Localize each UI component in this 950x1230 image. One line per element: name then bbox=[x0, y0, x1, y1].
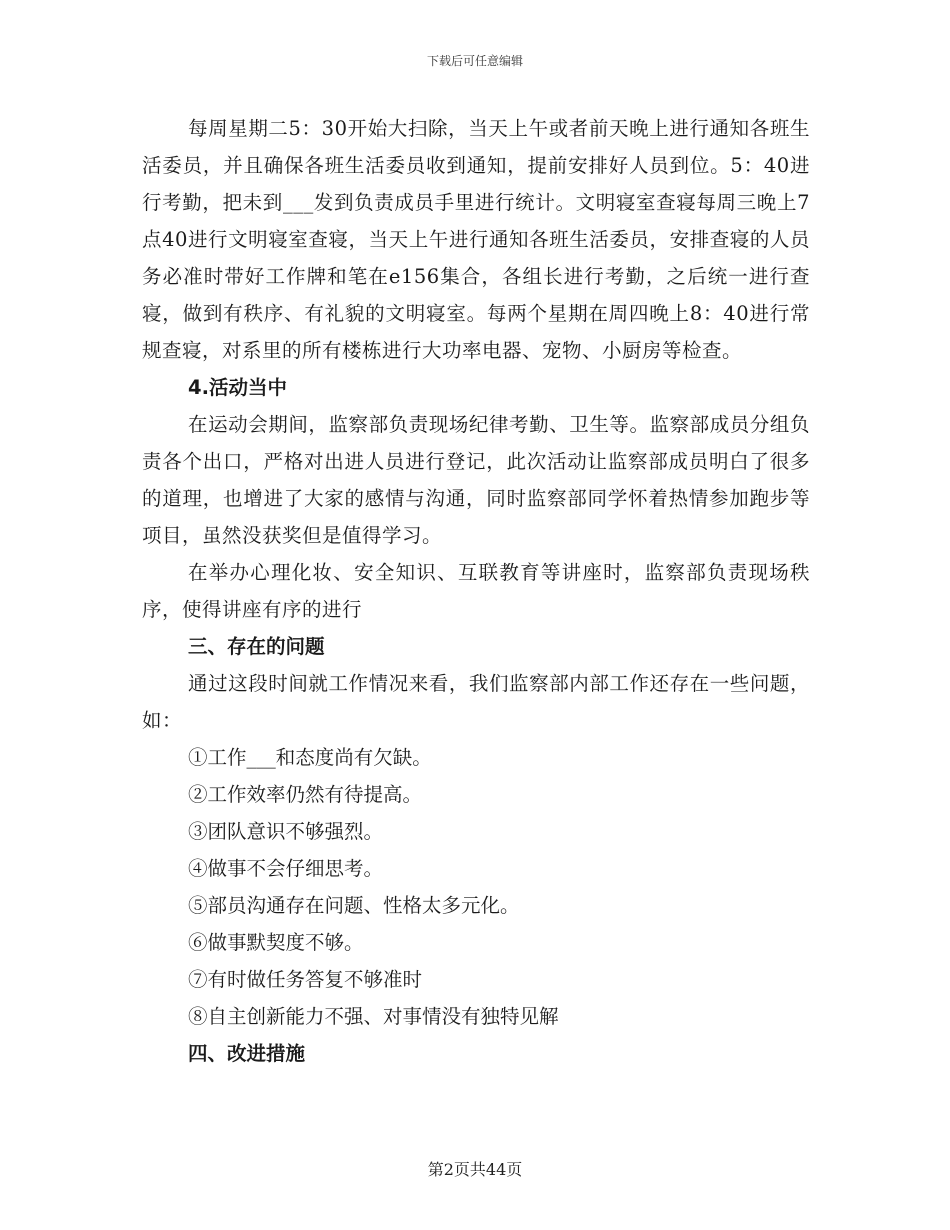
list-item: ⑦有时做任务答复不够准时 bbox=[188, 968, 423, 991]
list-item: ②工作效率仍然有待提高。 bbox=[188, 783, 423, 806]
list-item: ④做事不会仔细思考。 bbox=[188, 857, 384, 880]
paragraph-sports-meeting: 在运动会期间，监察部负责现场纪律考勤、卫生等。监察部成员分组负责各个出口，严格对出进人员进行登记，此次活动让监察部成员明白了很多的道理，也增进了大家的感情与沟通，同时监察部同学怀着热情参加跑步等项目，虽然没获奖但是值得学习。 bbox=[142, 413, 810, 547]
document-body bbox=[142, 110, 810, 1072]
list-item: ①工作___和态度尚有欠缺。 bbox=[188, 746, 432, 769]
heading-existing-problems: 三、存在的问题 bbox=[188, 635, 325, 658]
list-item: ⑤部员沟通存在问题、性格太多元化。 bbox=[188, 894, 520, 917]
paragraph-problems-intro: 通过这段时间就工作情况来看，我们监察部内部工作还存在一些问题，如： bbox=[142, 672, 810, 732]
page-header: 下载后可任意编辑 bbox=[426, 54, 523, 68]
page-number: 第2页共44页 bbox=[427, 1160, 523, 1179]
paragraph-lectures: 在举办心理化妆、安全知识、互联教育等讲座时，监察部负责现场秩序，使得讲座有序的进行 bbox=[142, 561, 810, 621]
heading-during-activities: 4.活动当中 bbox=[188, 376, 287, 399]
heading-improvement-measures: 四、改进措施 bbox=[188, 1042, 306, 1065]
list-item: ⑥做事默契度不够。 bbox=[188, 931, 364, 954]
paragraph-cleaning-schedule: 每周星期二5：30开始大扫除，当天上午或者前天晚上进行通知各班生活委员，并且确保各班生活委员收到通知，提前安排好人员到位。5：40进行考勤，把未到___发到负责成员手里进行统计。文明寝室查寝每周三晚上7点40进行文明寝室查寝，当天上午进行通知各班生活委员，安排查寝的人员务必准时带好工作牌和笔在e156集合，各组长进行考勤，之后统一进行查寝，做到有秩序、有礼貌的文明寝室。每两个星期在周四晚上8：40进行常规查寝，对系里的所有楼栋进行大功率电器、宠物、小厨房等检查。 bbox=[142, 117, 810, 362]
list-item: ⑧自主创新能力不强、对事情没有独特见解 bbox=[188, 1005, 559, 1028]
list-item: ③团队意识不够强烈。 bbox=[188, 820, 384, 843]
